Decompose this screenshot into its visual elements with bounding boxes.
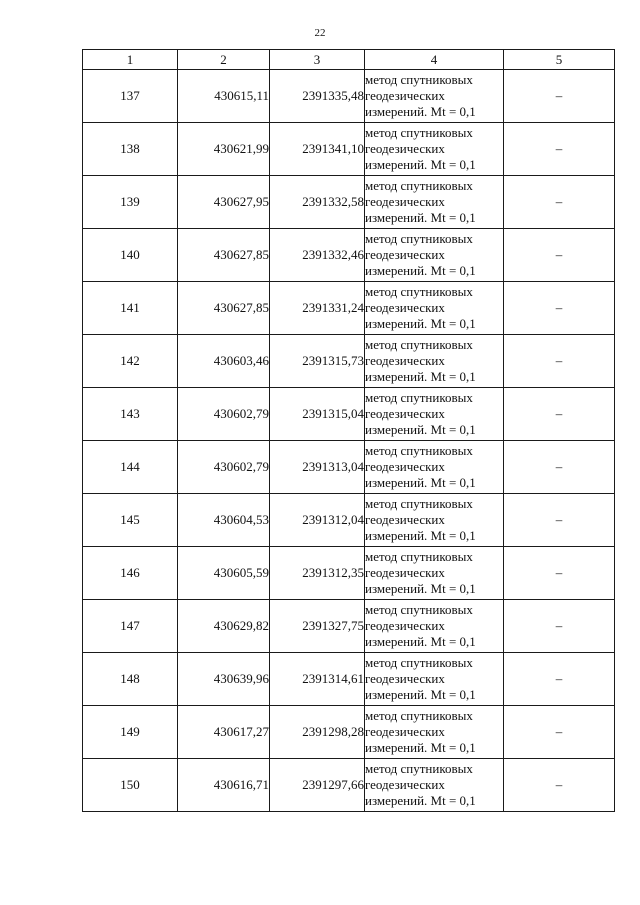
y-coordinate-cell: 2391315,73: [270, 335, 365, 388]
note-cell: –: [504, 653, 615, 706]
method-cell: метод спутниковых геодезических измерений. Mt = 0,1: [365, 653, 504, 706]
method-cell: метод спутниковых геодезических измерений. Mt = 0,1: [365, 123, 504, 176]
x-coordinate-cell: 430602,79: [178, 388, 270, 441]
point-number-cell: 145: [83, 494, 178, 547]
note-cell: –: [504, 229, 615, 282]
table-row: [83, 388, 615, 441]
y-coordinate-cell: 2391332,58: [270, 176, 365, 229]
point-number-cell: 141: [83, 282, 178, 335]
method-cell: метод спутниковых геодезических измерений. Mt = 0,1: [365, 282, 504, 335]
x-coordinate-cell: 430627,95: [178, 176, 270, 229]
method-cell: метод спутниковых геодезических измерений. Mt = 0,1: [365, 759, 504, 812]
point-number-cell: 148: [83, 653, 178, 706]
y-coordinate-cell: 2391297,66: [270, 759, 365, 812]
note-cell: –: [504, 547, 615, 600]
y-coordinate-cell: 2391314,61: [270, 653, 365, 706]
x-coordinate-cell: 430627,85: [178, 229, 270, 282]
coordinates-table: [82, 49, 615, 812]
point-number-cell: 149: [83, 706, 178, 759]
header-col-4: 4: [365, 50, 504, 70]
table-row: [83, 759, 615, 812]
method-cell: метод спутниковых геодезических измерений. Mt = 0,1: [365, 441, 504, 494]
method-cell: метод спутниковых геодезических измерений. Mt = 0,1: [365, 229, 504, 282]
note-cell: –: [504, 176, 615, 229]
table-row: [83, 229, 615, 282]
note-cell: –: [504, 441, 615, 494]
point-number-cell: 144: [83, 441, 178, 494]
table-row: [83, 282, 615, 335]
point-number-cell: 146: [83, 547, 178, 600]
y-coordinate-cell: 2391327,75: [270, 600, 365, 653]
point-number-cell: 138: [83, 123, 178, 176]
table-row: [83, 706, 615, 759]
note-cell: –: [504, 335, 615, 388]
note-cell: –: [504, 600, 615, 653]
note-cell: –: [504, 759, 615, 812]
table-row: [83, 335, 615, 388]
table-row: [83, 494, 615, 547]
x-coordinate-cell: 430617,27: [178, 706, 270, 759]
table-body: [83, 70, 615, 812]
table-row: [83, 547, 615, 600]
point-number-cell: 140: [83, 229, 178, 282]
page-number: 22: [314, 27, 326, 39]
method-cell: метод спутниковых геодезических измерений. Mt = 0,1: [365, 600, 504, 653]
x-coordinate-cell: 430616,71: [178, 759, 270, 812]
table-row: [83, 600, 615, 653]
y-coordinate-cell: 2391335,48: [270, 70, 365, 123]
point-number-cell: 150: [83, 759, 178, 812]
y-coordinate-cell: 2391331,24: [270, 282, 365, 335]
method-cell: метод спутниковых геодезических измерений. Mt = 0,1: [365, 706, 504, 759]
x-coordinate-cell: 430615,11: [178, 70, 270, 123]
header-col-1: 1: [83, 50, 178, 70]
y-coordinate-cell: 2391341,10: [270, 123, 365, 176]
x-coordinate-cell: 430627,85: [178, 282, 270, 335]
header-col-2: 2: [178, 50, 270, 70]
method-cell: метод спутниковых геодезических измерений. Mt = 0,1: [365, 388, 504, 441]
point-number-cell: 137: [83, 70, 178, 123]
table-row: [83, 441, 615, 494]
x-coordinate-cell: 430602,79: [178, 441, 270, 494]
table-row: [83, 653, 615, 706]
y-coordinate-cell: 2391332,46: [270, 229, 365, 282]
y-coordinate-cell: 2391298,28: [270, 706, 365, 759]
table-row: [83, 123, 615, 176]
point-number-cell: 142: [83, 335, 178, 388]
note-cell: –: [504, 388, 615, 441]
point-number-cell: 143: [83, 388, 178, 441]
point-number-cell: 147: [83, 600, 178, 653]
header-col-3: 3: [270, 50, 365, 70]
x-coordinate-cell: 430604,53: [178, 494, 270, 547]
table-header-row: [83, 50, 615, 70]
header-col-5: 5: [504, 50, 615, 70]
note-cell: –: [504, 123, 615, 176]
note-cell: –: [504, 706, 615, 759]
method-cell: метод спутниковых геодезических измерений. Mt = 0,1: [365, 70, 504, 123]
point-number-cell: 139: [83, 176, 178, 229]
method-cell: метод спутниковых геодезических измерений. Mt = 0,1: [365, 547, 504, 600]
method-cell: метод спутниковых геодезических измерений. Mt = 0,1: [365, 176, 504, 229]
x-coordinate-cell: 430629,82: [178, 600, 270, 653]
method-cell: метод спутниковых геодезических измерений. Mt = 0,1: [365, 335, 504, 388]
note-cell: –: [504, 282, 615, 335]
y-coordinate-cell: 2391313,04: [270, 441, 365, 494]
note-cell: –: [504, 494, 615, 547]
y-coordinate-cell: 2391312,04: [270, 494, 365, 547]
table-row: [83, 70, 615, 123]
x-coordinate-cell: 430639,96: [178, 653, 270, 706]
x-coordinate-cell: 430621,99: [178, 123, 270, 176]
method-cell: метод спутниковых геодезических измерений. Mt = 0,1: [365, 494, 504, 547]
x-coordinate-cell: 430603,46: [178, 335, 270, 388]
y-coordinate-cell: 2391315,04: [270, 388, 365, 441]
table-row: [83, 176, 615, 229]
y-coordinate-cell: 2391312,35: [270, 547, 365, 600]
note-cell: –: [504, 70, 615, 123]
x-coordinate-cell: 430605,59: [178, 547, 270, 600]
